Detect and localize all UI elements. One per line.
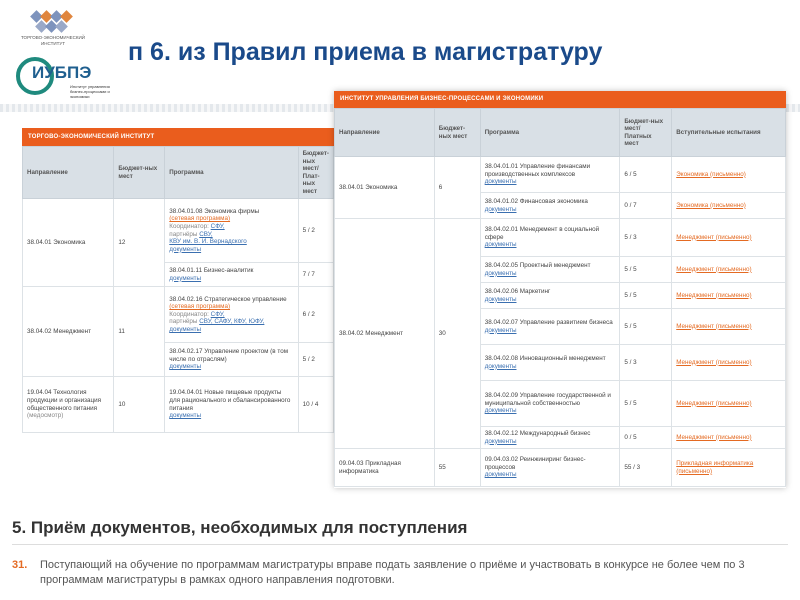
section-divider	[12, 544, 788, 545]
left-table	[22, 146, 334, 433]
seats-cell: 5 / 2	[298, 199, 333, 263]
network-program-link[interactable]: (сетевая программа)	[169, 303, 231, 311]
budget-cell: 30	[434, 219, 480, 449]
slide-title: п 6. из Правил приема в магистратуру	[128, 38, 603, 66]
direction-cell: 09.04.03 Прикладная информатика	[335, 449, 435, 487]
table-row	[23, 287, 334, 343]
iubpe-logo-text: ИУБПЭ	[32, 63, 92, 82]
budget-cell: 10	[114, 377, 165, 433]
documents-link[interactable]: документы	[484, 178, 517, 186]
exam-link[interactable]: Менеджмент (письменно)	[676, 265, 752, 273]
university-logo	[18, 8, 88, 58]
documents-link[interactable]: документы	[484, 407, 517, 415]
program-cell: 38.04.01.08 Экономика фирмы (сетевая программа) Координатор: СФУ, партнёры СВУ, КВУ им. В. И. Вернадского документы	[165, 199, 298, 263]
program-title: 38.04.02.07 Управление развитием бизнеса	[484, 318, 613, 326]
budget-cell: 11	[114, 287, 165, 377]
program-title: 38.04.02.08 Инновационный менеджмент	[484, 354, 606, 362]
col-header: Бюджет-ных мест/ Платных мест	[620, 109, 672, 157]
institute-header-bar: ИНСТИТУТ УПРАВЛЕНИЯ БИЗНЕС-ПРОЦЕССАМИ И ЭКОНОМИКИ	[334, 91, 786, 108]
direction-cell: 38.04.02 Менеджмент	[335, 219, 435, 449]
exam-link[interactable]: Менеджмент (письменно)	[676, 322, 752, 330]
col-header: Бюджет-ных мест	[434, 109, 480, 157]
logo-caption: ТОРГОВО-ЭКОНОМИЧЕСКИЙ	[21, 35, 85, 40]
seats-cell: 55 / 3	[620, 449, 672, 487]
program-cell: 38.04.02.17 Управление проектом (в том числе по отраслям) документы	[165, 343, 298, 377]
program-title: 38.04.02.06 Маркетинг	[484, 287, 551, 295]
table-row	[335, 449, 786, 487]
documents-link[interactable]: документы	[484, 471, 517, 479]
exam-cell	[672, 283, 786, 309]
exam-cell	[672, 449, 786, 487]
col-header: Бюджет-ных мест/ Плат-ных мест	[298, 147, 333, 199]
exam-cell	[672, 427, 786, 449]
seats-cell: 5 / 5	[620, 309, 672, 345]
budget-cell: 6	[434, 157, 480, 219]
program-cell	[480, 219, 620, 257]
direction-cell: 38.04.02 Менеджмент	[23, 287, 114, 377]
exam-link[interactable]: Менеджмент (письменно)	[676, 291, 752, 299]
seats-cell: 5 / 5	[620, 283, 672, 309]
program-title: 38.04.01.01 Управление финансами производственных комплексов	[484, 163, 591, 178]
iubpe-logo-subtitle: Институт управления бизнес-процессами и экономики	[70, 84, 110, 99]
direction-cell: 38.04.01 Экономика	[23, 199, 114, 287]
seats-cell: 5 / 3	[620, 219, 672, 257]
documents-link[interactable]: документы	[484, 437, 517, 445]
seats-cell: 6 / 5	[620, 157, 672, 193]
seats-cell: 6 / 2	[298, 287, 333, 343]
documents-link[interactable]: документы	[484, 295, 517, 303]
documents-link[interactable]: документы	[169, 245, 202, 253]
logo-caption: ИНСТИТУТ	[41, 41, 65, 46]
seats-cell: 5 / 5	[620, 381, 672, 427]
col-header: Программа	[165, 147, 298, 199]
exam-cell	[672, 193, 786, 219]
exam-link[interactable]: Экономика (письменно)	[676, 201, 746, 209]
exam-link[interactable]: Менеджмент (письменно)	[676, 358, 752, 366]
program-cell	[480, 427, 620, 449]
seats-cell: 5 / 2	[298, 343, 333, 377]
program-cell	[480, 283, 620, 309]
table-row	[23, 377, 334, 433]
table-row	[23, 199, 334, 263]
exam-cell	[672, 345, 786, 381]
documents-link[interactable]: документы	[484, 362, 517, 370]
documents-link[interactable]: документы	[169, 412, 202, 420]
right-admission-table	[334, 91, 786, 488]
documents-link[interactable]: документы	[484, 269, 517, 277]
program-cell	[480, 345, 620, 381]
program-cell	[480, 381, 620, 427]
program-cell	[480, 193, 620, 219]
program-cell	[480, 257, 620, 283]
network-program-link[interactable]: (сетевая программа)	[169, 215, 231, 223]
documents-link[interactable]: документы	[484, 326, 517, 334]
exam-cell	[672, 219, 786, 257]
institute-header-bar: ТОРГОВО-ЭКОНОМИЧЕСКИЙ ИНСТИТУТ	[22, 128, 334, 146]
documents-link[interactable]: документы	[484, 205, 517, 213]
exam-link[interactable]: Экономика (письменно)	[676, 170, 746, 178]
program-title: 09.04.03.02 Реинжиниринг бизнес-процессов	[484, 456, 586, 471]
program-title: 38.04.02.05 Проектный менеджмент	[484, 261, 591, 269]
seats-cell: 10 / 4	[298, 377, 333, 433]
direction-cell: 38.04.01 Экономика	[335, 157, 435, 219]
col-header: Вступительные испытания	[672, 109, 786, 157]
section-5-heading: 5. Приём документов, необходимых для поступления	[12, 518, 468, 537]
seats-cell: 0 / 5	[620, 427, 672, 449]
right-table	[334, 108, 786, 487]
direction-cell: 19.04.04 Технология продукции и организация общественного питания (медосмотр)	[23, 377, 114, 433]
seats-cell: 7 / 7	[298, 263, 333, 287]
documents-link[interactable]: документы	[169, 363, 202, 371]
program-cell: 38.04.01.11 Бизнес-аналитик документы	[165, 263, 298, 287]
exam-link[interactable]: Прикладная информатика (письменно)	[676, 460, 754, 475]
documents-link[interactable]: документы	[484, 241, 517, 249]
exam-link[interactable]: Менеджмент (письменно)	[676, 433, 752, 441]
program-title: 38.04.02.12 Международный бизнес	[484, 430, 591, 437]
exam-cell	[672, 257, 786, 283]
documents-link[interactable]: документы	[169, 274, 202, 282]
item-31-text: Поступающий на обучение по программам магистратуры вправе подать заявление о приёме и участвовать в конкурсе не более чем по 3 программам магистратуры в рамках одного направления подготовки.	[40, 559, 745, 586]
col-header: Направление	[23, 147, 114, 199]
budget-cell: 12	[114, 199, 165, 287]
program-cell: 19.04.04.01 Новые пищевые продукты для рационального и сбалансированного питания документы	[165, 377, 298, 433]
program-title: 38.04.01.02 Финансовая экономика	[484, 197, 588, 205]
exam-link[interactable]: Менеджмент (письменно)	[676, 399, 752, 407]
seats-cell: 5 / 3	[620, 345, 672, 381]
program-title: 38.04.02.01 Менеджмент в социальной сфере	[484, 226, 600, 241]
table-row	[335, 219, 786, 257]
col-header: Бюджет-ных мест	[114, 147, 165, 199]
program-cell	[480, 449, 620, 487]
exam-cell	[672, 157, 786, 193]
documents-link[interactable]: документы	[169, 325, 202, 333]
program-cell	[480, 309, 620, 345]
col-header: Программа	[480, 109, 620, 157]
program-cell	[480, 157, 620, 193]
seats-cell: 0 / 7	[620, 193, 672, 219]
program-cell: 38.04.02.16 Стратегическое управление (сетевая программа) Координатор: СФУ, партнёры СВУ, САФУ, КФУ, ЮФУ, документы	[165, 287, 298, 343]
exam-cell	[672, 309, 786, 345]
col-header: Направление	[335, 109, 435, 157]
item-number: 31.	[12, 559, 28, 571]
seats-cell: 5 / 5	[620, 257, 672, 283]
left-admission-table	[22, 128, 334, 440]
table-row	[335, 157, 786, 193]
exam-link[interactable]: Менеджмент (письменно)	[676, 233, 752, 241]
exam-cell	[672, 381, 786, 427]
program-title: 38.04.02.09 Управление государственной и муниципальной собственностью	[484, 392, 611, 407]
budget-cell: 55	[434, 449, 480, 487]
iubpe-logo	[12, 55, 110, 100]
